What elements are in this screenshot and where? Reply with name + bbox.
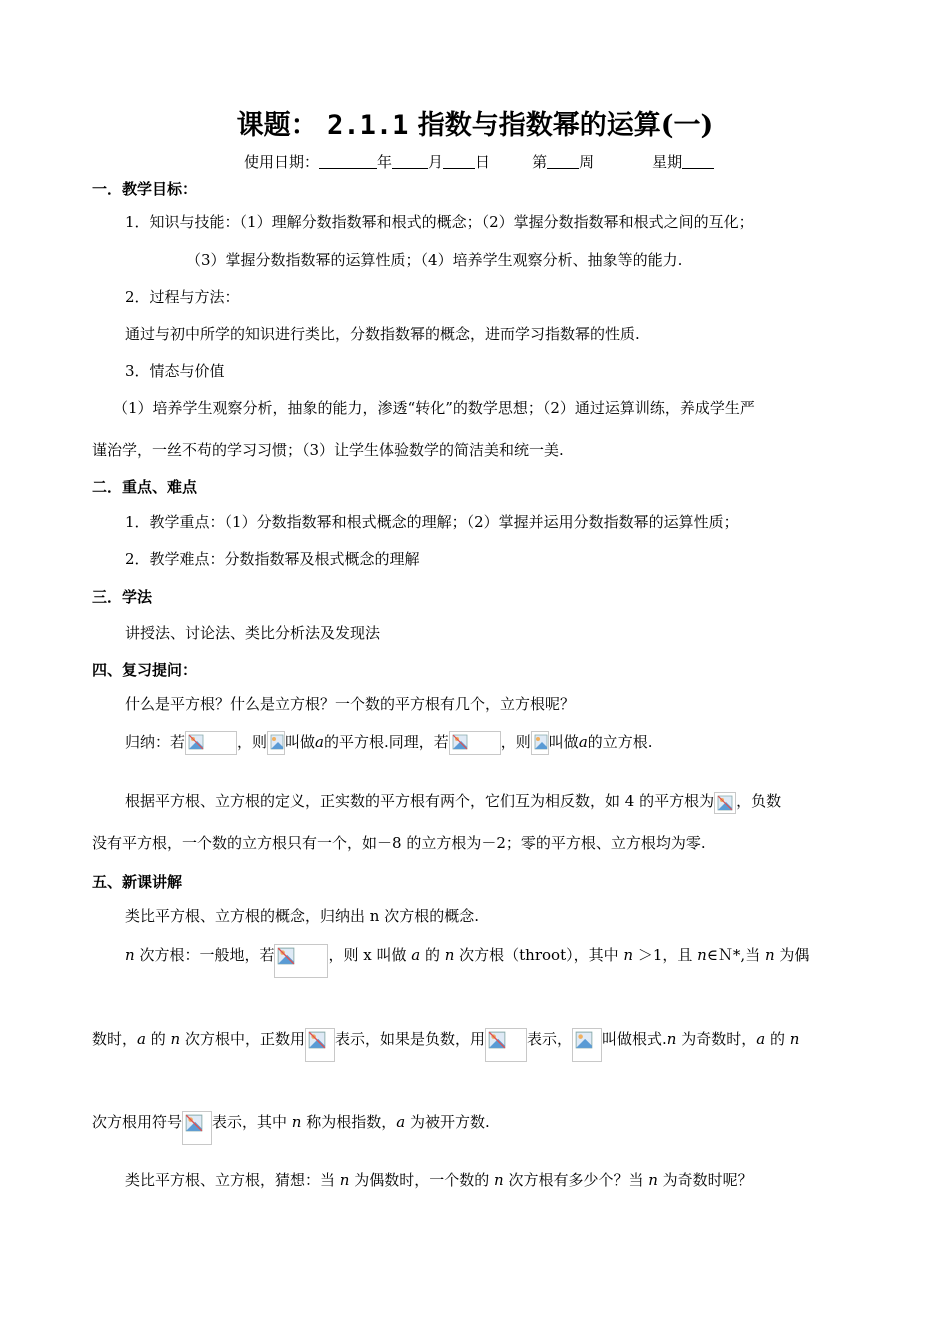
section-heading-objectives: 一．教学目标： [92,180,198,198]
paragraph: 类比平方根、立方根，猜想：当 n 为偶数时，一个数的 n 次方根有多少个？当 n 为奇数时呢？ [125,1171,753,1189]
definition-line: n 次方根：一般地，若 ，则 x 叫做 a 的 n 次方根（throot），其中 n ＞1，且 n∈Ｎ*,当 n 为偶 [125,944,809,978]
broken-image-icon [531,731,549,755]
paragraph: 类比平方根、立方根的概念，归纳出 n 次方根的概念. [125,907,479,925]
week-blank[interactable] [547,152,579,169]
summary-line: 归纳：若 ，则 叫做a的平方根.同理，若 ，则 叫做a的立方根. [125,731,653,755]
date-line: 使用日期： 年 月 日 第 周 星期 [244,152,714,172]
page-title: 课题： 2.1.1 指数与指数幂的运算(一) [236,110,714,141]
paragraph: （1）培养学生观察分析，抽象的能力，渗透“转化”的数学思想；（2）通过运算训练，养成学生严 [113,399,755,417]
paragraph: （3）掌握分数指数幂的运算性质；（4）培养学生观察分析、抽象等的能力. [186,251,683,269]
broken-image-icon [182,1111,212,1145]
broken-image-icon [185,731,237,755]
section-heading-review: 四、复习提问： [92,661,198,679]
definition-line: 次方根用符号 表示，其中 n 称为根指数，a 为被开方数. [92,1111,490,1145]
paragraph: 2．教学难点：分数指数幂及根式概念的理解 [125,550,420,568]
broken-image-icon [267,731,285,755]
paragraph: 1．教学重点：（1）分数指数幂和根式概念的理解；（2）掌握并运用分数指数幂的运算性质； [125,513,739,531]
title-section-number: 2.1.1 [327,110,409,141]
paragraph: 通过与初中所学的知识进行类比，分数指数幂的概念，进而学习指数幂的性质. [125,325,640,343]
year-blank[interactable] [319,152,377,169]
broken-image-icon [572,1028,602,1062]
broken-image-icon [305,1028,335,1062]
paragraph: 根据平方根、立方根的定义，正实数的平方根有两个，它们互为相反数，如 4 的平方根为 ，负数 [125,791,781,814]
definition-line: 数时，a 的 n 次方根中，正数用 表示，如果是负数，用 表示， 叫做根式.n 为奇数时，a 的 n [92,1028,799,1062]
month-blank[interactable] [392,152,428,169]
paragraph: 2．过程与方法： [125,288,240,306]
weekday-blank[interactable] [682,152,714,169]
paragraph: 谨治学，一丝不苟的学习习惯；（3）让学生体验数学的简洁美和统一美. [92,441,564,459]
paragraph: 1．知识与技能：（1）理解分数指数幂和根式的概念；（2）掌握分数指数幂和根式之间的互化； [125,213,754,231]
day-blank[interactable] [443,152,475,169]
paragraph: 3．情态与价值 [125,362,225,380]
broken-image-icon [274,944,328,978]
section-heading-new-lesson: 五、新课讲解 [92,873,183,891]
broken-image-icon [485,1028,527,1062]
broken-image-icon [449,731,501,755]
section-heading-key-points: 二．重点、难点 [92,478,198,496]
paragraph: 讲授法、讨论法、类比分析法及发现法 [125,624,381,642]
section-heading-methods: 三．学法 [92,588,153,606]
broken-image-icon [714,792,736,814]
paragraph: 没有平方根，一个数的立方根只有一个，如－8 的立方根为－2；零的平方根、立方根均为零. [92,834,706,852]
paragraph: 什么是平方根？什么是立方根？一个数的平方根有几个，立方根呢？ [125,695,576,713]
